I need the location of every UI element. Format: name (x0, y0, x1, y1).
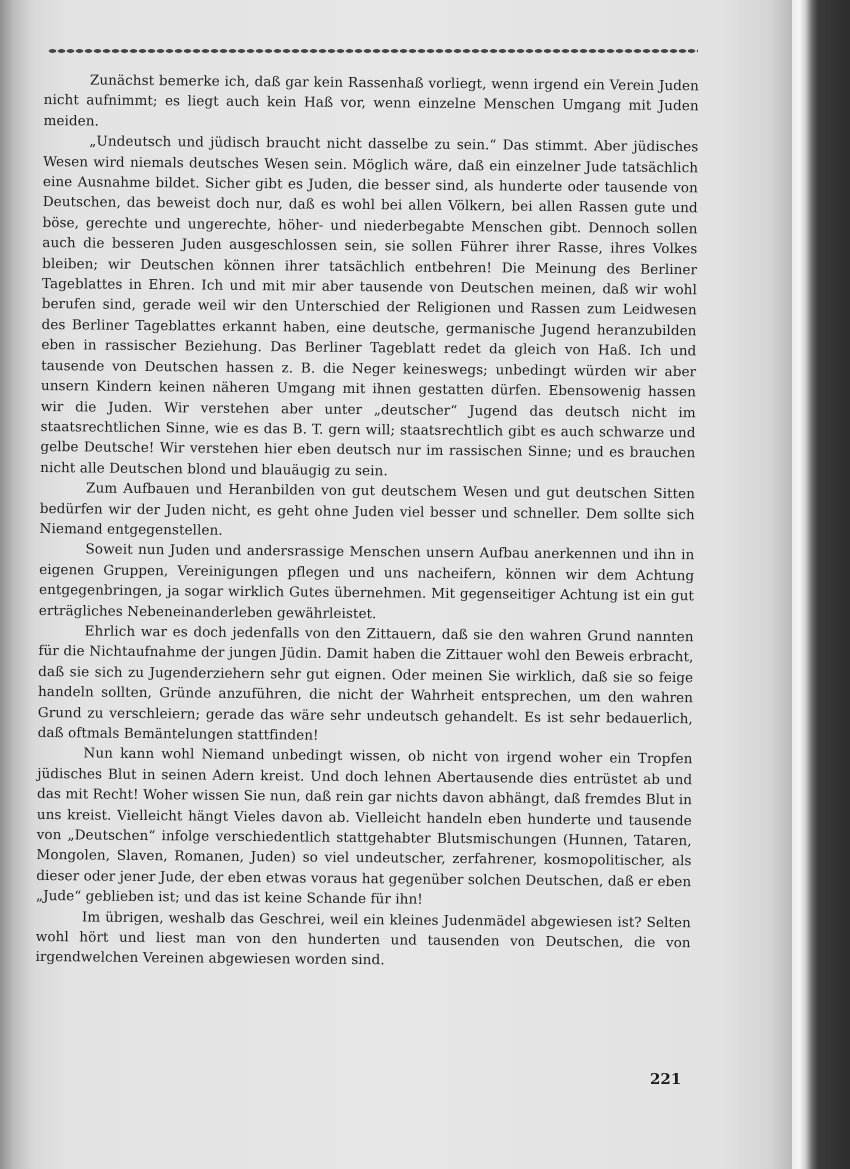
body-text (35, 70, 699, 974)
page-edge-shadow (792, 0, 850, 1169)
paragraph-6: Nun kann wohl Niemand unbedingt wissen, ob nicht von irgend woher ein Tropfen jüdisches Blut in seinen Adern kreist. Und doch lehnen Abertausende dies entrüstet ab und das mit Recht! Woher wissen Sie nun, daß rein gar nichts davon abhängt, daß fremdes Blut in uns kreist. Vielleicht hängt Vieles davon ab. Vielleicht handeln eben hunderte und tausende von „Deutschen“ infolge verschiedentlich stattgehabter Blutsmischungen (Hunnen, Tataren, Mongolen, Slaven, Romanen, Juden) so viel undeutscher, zerfahrener, kosmopolitischer, als dieser oder jener Jude, der eben etwas voraus hat gegenüber solchen Deutschen, daß er eben „Jude“ geblieben ist; und das ist keine Schande für ihn! (35, 745, 693, 908)
paragraph-2: „Undeutsch und jüdisch braucht nicht dasselbe zu sein.“ Das stimmt. Aber jüdisches Wesen wird niemals deutsches Wesen sein. Möglich wäre, daß ein einzelner Jude tatsächlich eine Ausnahme bildet. Sicher gibt es Juden, die besser sind, als hunderte oder tausende von Deutschen, das beweist doch nur, daß es wohl bei allen Völkern, bei allen Rassen gute und böse, gerechte und ungerechte, höher- und niederbegabte Menschen gibt. Dennoch sollen auch die besseren Juden ausgeschlossen sein, sie sollen Führer ihrer Rasse, ihres Volkes bleiben; wir Deutschen können ihrer tatsächlich entbehren! Die Meinung des Berliner Tageblattes in Ehren. Ich und mit mir aber tausende von Deutschen meinen, daß wir wohl berufen sind, gerade weil wir den Unterschied der Religionen und Rassen zum Leidwesen des Berliner Tageblattes erkannt haben, eine deutsche, germanische Jugend heranzubilden eben in rassischer Beziehung. Das Berliner Tageblatt redet da gleich von Haß. Ich und tausende von Deutschen hassen z. B. die Neger keineswegs; unbedingt würden wir aber unsern Kindern keinen näheren Umgang mit ihnen gestatten dürfen. Ebensowenig hassen wir die Juden. Wir verstehen aber unter „deutscher“ Jugend das deutsch nicht im staatsrechtlichen Sinne, wie es das B. T. gern will; staatsrechtlich gibt es auch schwarze und gelbe Deutsche! Wir verstehen hier eben deutsch nur im rassischen Sinne; und es brauchen nicht alle Deutschen blond und blauäugig zu sein. (40, 133, 699, 480)
page-number: 221 (650, 1070, 682, 1088)
decorative-border-rule (48, 46, 698, 56)
paragraph-7: Im übrigen, weshalb das Geschrei, weil ein kleines Judenmädel abgewiesen ist? Selten wohl hört und liest man von den hunderten und tausenden von Deutschen, die von irgendwelchen Vereinen abgewiesen worden sind. (35, 909, 691, 969)
paragraph-1: Zunächst bemerke ich, daß gar kein Rassenhaß vorliegt, wenn irgend ein Verein Juden nicht aufnimmt; es liegt auch kein Haß vor, wenn einzelne Menschen Umgang mit Juden meiden. (43, 72, 699, 130)
paragraph-5: Ehrlich war es doch jedenfalls von den Zittauern, daß sie den wahren Grund nannten für die Nichtaufnahme der jungen Jüdin. Damit haben die Zittauer wohl den Beweis erbracht, daß sie sich zu Jugenderziehern sehr gut eignen. Oder meinen Sie wirklich, daß sie so feige handeln sollten, Gründe anzuführen, die nicht der Wahrheit entsprechen, um den wahren Grund zu verschleiern; gerade das wäre sehr undeutsch gehandelt. Es ist sehr bedauerlich, daß oftmals Bemäntelungen stattfinden! (37, 623, 694, 744)
paragraph-4: Soweit nun Juden und andersrassige Menschen unsern Aufbau anerkennen und ihn in eigenen Gruppen, Vereinigungen pflegen und uns nacheifern, können wir dem Achtung entgegenbringen, ja sogar wirklich Gutes übernehmen. Mit gegenseitiger Achtung ist ein gut erträgliches Nebeneinanderleben gewährleistet. (38, 541, 695, 622)
paragraph-3: Zum Aufbauen und Heranbilden von gut deutschem Wesen und gut deutschen Sitten bedürfen wir der Juden nicht, es geht ohne Juden viel besser und schneller. Dem sollte sich Niemand entgegenstellen. (39, 480, 696, 539)
